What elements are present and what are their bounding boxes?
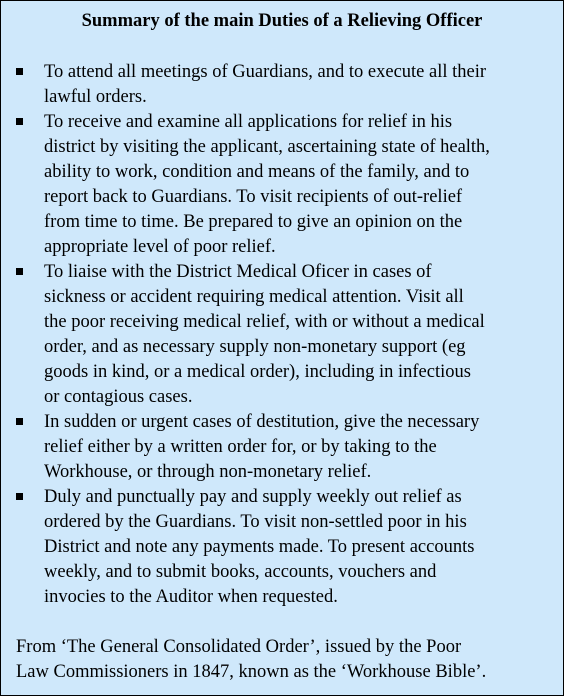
duty-line: sickness or accident requiring medical attention. Visit all: [44, 287, 464, 307]
duty-line: district by visiting the applicant, ascertaining state of health,: [44, 137, 490, 157]
duty-line: invocies to the Auditor when requested.: [44, 587, 338, 607]
duty-line: To receive and examine all applications for relief in his: [44, 112, 453, 132]
source-citation: [16, 635, 561, 685]
square-bullet-icon: [16, 118, 23, 125]
square-bullet-icon: [16, 68, 23, 75]
citation-line: Law Commissioners in 1847, known as the ‘Workhouse Bible’.: [16, 662, 487, 682]
duty-line: District and note any payments made. To present accounts: [44, 537, 475, 557]
duty-line: relief either by a written order for, or by taking to the: [44, 437, 437, 457]
duty-line: the poor receiving medical relief, with or without a medical: [44, 312, 485, 332]
duty-line: report back to Guardians. To visit recipients of out-relief: [44, 187, 463, 207]
duty-item-urgent-destitution: [1, 410, 563, 485]
duty-line: To attend all meetings of Guardians, and to execute all their: [44, 62, 487, 82]
panel-title: Summary of the main Duties of a Relieving Officer: [81, 11, 483, 31]
citation-line: From ‘The General Consolidated Order’, issued by the Poor: [16, 637, 462, 657]
duty-line: order, and as necessary supply non-monetary support (eg: [44, 337, 466, 357]
duty-line: Workhouse, or through non-monetary relief.: [44, 462, 372, 482]
square-bullet-icon: [16, 268, 23, 275]
duty-line: weekly, and to submit books, accounts, vouchers and: [44, 562, 437, 582]
square-bullet-icon: [16, 418, 23, 425]
duty-line: or contagious cases.: [44, 387, 193, 407]
duty-line: In sudden or urgent cases of destitution, give the necessary: [44, 412, 480, 432]
duty-line: appropriate level of poor relief.: [44, 237, 276, 257]
duties-list: [1, 60, 563, 610]
square-bullet-icon: [16, 493, 23, 500]
duty-item-medical-liaison: [1, 260, 563, 410]
duty-line: from time to time. Be prepared to give an opinion on the: [44, 212, 463, 232]
duty-line: To liaise with the District Medical Oficer in cases of: [44, 262, 432, 282]
duty-item-attend-meetings: [1, 60, 563, 110]
duty-item-examine-applications: [1, 110, 563, 260]
duty-line: ordered by the Guardians. To visit non-settled poor in his: [44, 512, 467, 532]
duty-line: goods in kind, or a medical order), including in infectious: [44, 362, 471, 382]
duty-line: lawful orders.: [44, 87, 147, 107]
duty-line: ability to work, condition and means of the family, and to: [44, 162, 470, 182]
duty-line: Duly and punctually pay and supply weekly out relief as: [44, 487, 462, 507]
duty-item-pay-out-relief: [1, 485, 563, 610]
